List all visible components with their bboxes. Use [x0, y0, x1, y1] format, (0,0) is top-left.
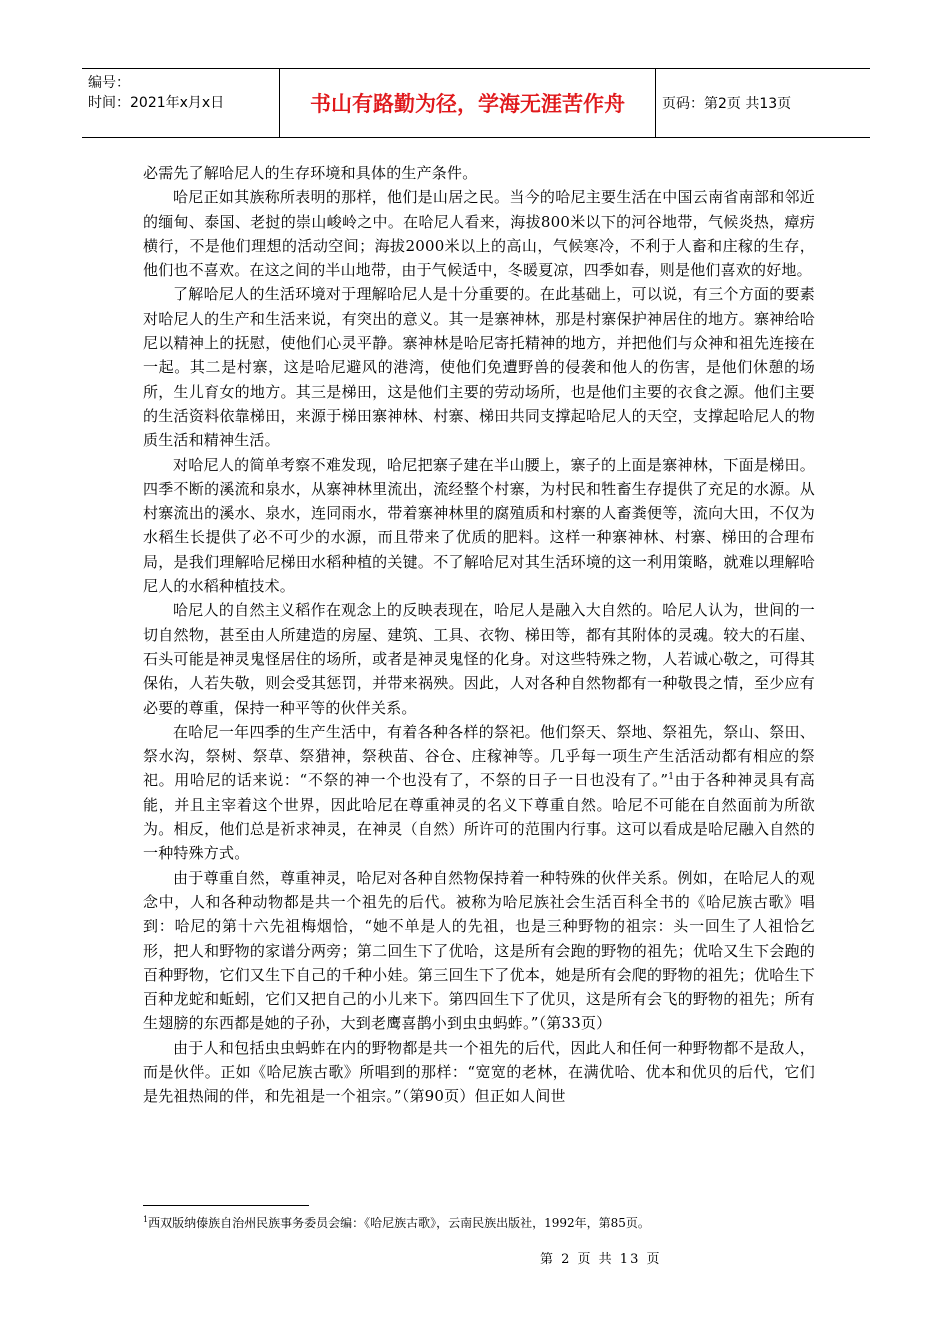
footnote-text: 西双版纳傣族自治州民族事务委员会编：《哈尼族古歌》，云南民族出版社，1992年，第85页。 — [148, 1216, 650, 1230]
paragraph-text: 在哈尼一年四季的生产生活中，有着各种各样的祭祀。他们祭天、祭地、祭祖先，祭山、祭田、祭水沟，祭树、祭草、祭猎神，祭秧苗、谷仓、庄稼神等。几乎每一项生产生活活动都有相应的祭祀。用哈尼的话来说：“不祭的神一个也没有了，不祭的日子一日也没有了。” — [143, 722, 815, 790]
header-meta — [82, 69, 280, 137]
body-paragraph: 对哈尼人的简单考察不难发现，哈尼把寨子建在半山腰上，寨子的上面是寨神林，下面是梯田。四季不断的溪流和泉水，从寨神林里流出，流经整个村寨，为村民和牲畜生存提供了充足的水源。从村寨流出的溪水、泉水，连同雨水，带着寨神林里的腐殖质和村寨的人畜粪便等，流向大田，不仅为水稻生长提供了必不可少的水源，而且带来了优质的肥料。这样一种寨神林、村寨、梯田的合理布局，是我们理解哈尼梯田水稻种植的关键。不了解哈尼对其生活环境的这一利用策略，就难以理解哈尼人的水稻种植技术。 — [143, 455, 815, 596]
document-body — [143, 161, 815, 1109]
body-paragraph: 由于人和包括虫虫蚂蚱在内的野物都是共一个祖先的后代，因此人和任何一种野物都不是敌人，而是伙伴。正如《哈尼族古歌》所唱到的那样：“宽宽的老林，在满优哈、优本和优贝的后代，它们是先祖热闹的伴，和先祖是一个祖宗。”（第90页）但正如人间世 — [143, 1038, 815, 1106]
footnote-separator — [143, 1205, 309, 1206]
body-paragraph: 由于尊重自然，尊重神灵，哈尼对各种自然物保持着一种特殊的伙伴关系。例如，在哈尼人的观念中，人和各种动物都是共一个祖先的后代。被称为哈尼族社会生活百科全书的《哈尼族古歌》唱到：哈尼的第十六先祖梅烟恰，“她不单是人的先祖，也是三种野物的祖宗：头一回生了人祖恰乞形，把人和野物的家谱分两旁；第二回生下了优哈，这是所有会跑的野物的祖先；优哈又生下会跑的百种野物，它们又生下自己的千种小娃。第三回生下了优本，她是所有会爬的野物的祖先；优哈生下百种龙蛇和蚯蚓，它们又把自己的小儿来下。第四回生下了优贝，这是所有会飞的野物的祖先；所有生翅膀的东西都是她的子孙，大到老鹰喜鹊小到虫虫蚂蚱。”（第33页） — [143, 868, 815, 1033]
document-time-label: 时间：2021年x月x日 — [88, 95, 225, 111]
page-header — [82, 68, 870, 138]
header-page-number: 页码：第2页 共13页 — [662, 96, 792, 112]
body-paragraph: 了解哈尼人的生活环境对于理解哈尼人是十分重要的。在此基础上，可以说，有三个方面的要素对哈尼人的生产和生活来说，有突出的意义。其一是寨神林，那是村寨保护神居住的地方。寨神给哈尼以精神上的抚慰，使他们心灵平静。寨神林是哈尼寄托精神的地方，并把他们与众神和祖先连接在一起。其二是村寨，这是哈尼避风的港湾，使他们免遭野兽的侵袭和他人的伤害，是他们休憩的场所，生儿育女的地方。其三是梯田，这是他们主要的劳动场所，也是他们主要的衣食之源。他们主要的生活资料依靠梯田，来源于梯田寨神林、村寨、梯田共同支撑起哈尼人的天空，支撑起哈尼人的物质生活和精神生活。 — [143, 285, 815, 450]
body-paragraph: 哈尼人的自然主义稻作在观念上的反映表现在，哈尼人是融入大自然的。哈尼人认为，世间的一切自然物，甚至由人所建造的房屋、建筑、工具、衣物、梯田等，都有其附体的灵魂。较大的石崖、石头可能是神灵鬼怪居住的场所，或者是神灵鬼怪的化身。对这些特殊之物，人若诚心敬之，可得其保佑，人若失敬，则会受其惩罚，并带来祸殃。因此，人对各种自然物都有一种敬畏之情，至少应有必要的尊重，保持一种平等的伙伴关系。 — [143, 601, 815, 717]
page-footer: 第 2 页 共 13 页 — [540, 1252, 662, 1267]
footnote-reference[interactable]: 1 — [668, 772, 675, 783]
header-motto: 书山有路勤为径，学海无涯苦作舟 — [280, 69, 656, 137]
footnote — [143, 1212, 823, 1231]
body-paragraph: 哈尼正如其族称所表明的那样，他们是山居之民。当今的哈尼主要生活在中国云南省南部和邻近的缅甸、泰国、老挝的崇山峻岭之中。在哈尼人看来，海拔800米以下的河谷地带，气候炎热，瘴疠横行，不是他们理想的活动空间；海拔2000米以上的高山，气候寒冷，不利于人畜和庄稼的生存，他们也不喜欢。在这之间的半山地带，由于气候适中，冬暖夏凉，四季如春，则是他们喜欢的好地。 — [143, 188, 815, 280]
body-paragraph: 必需先了解哈尼人的生存环境和具体的生产条件。 — [143, 164, 478, 182]
paragraph-text: 由于各种神灵具有高能，并且主宰着这个世界，因此哈尼在尊重神灵的名义下尊重自然。哈尼不可能在自然面前为所欲为。相反，他们总是祈求神灵，在神灵（自然）所许可的范围内行事。这可以看成是哈尼融入自然的一种特殊方式。 — [143, 771, 815, 863]
document-number-label: 编号： — [88, 75, 130, 91]
body-paragraph-with-note — [143, 720, 815, 866]
footnote-mark: 1 — [143, 1215, 149, 1224]
